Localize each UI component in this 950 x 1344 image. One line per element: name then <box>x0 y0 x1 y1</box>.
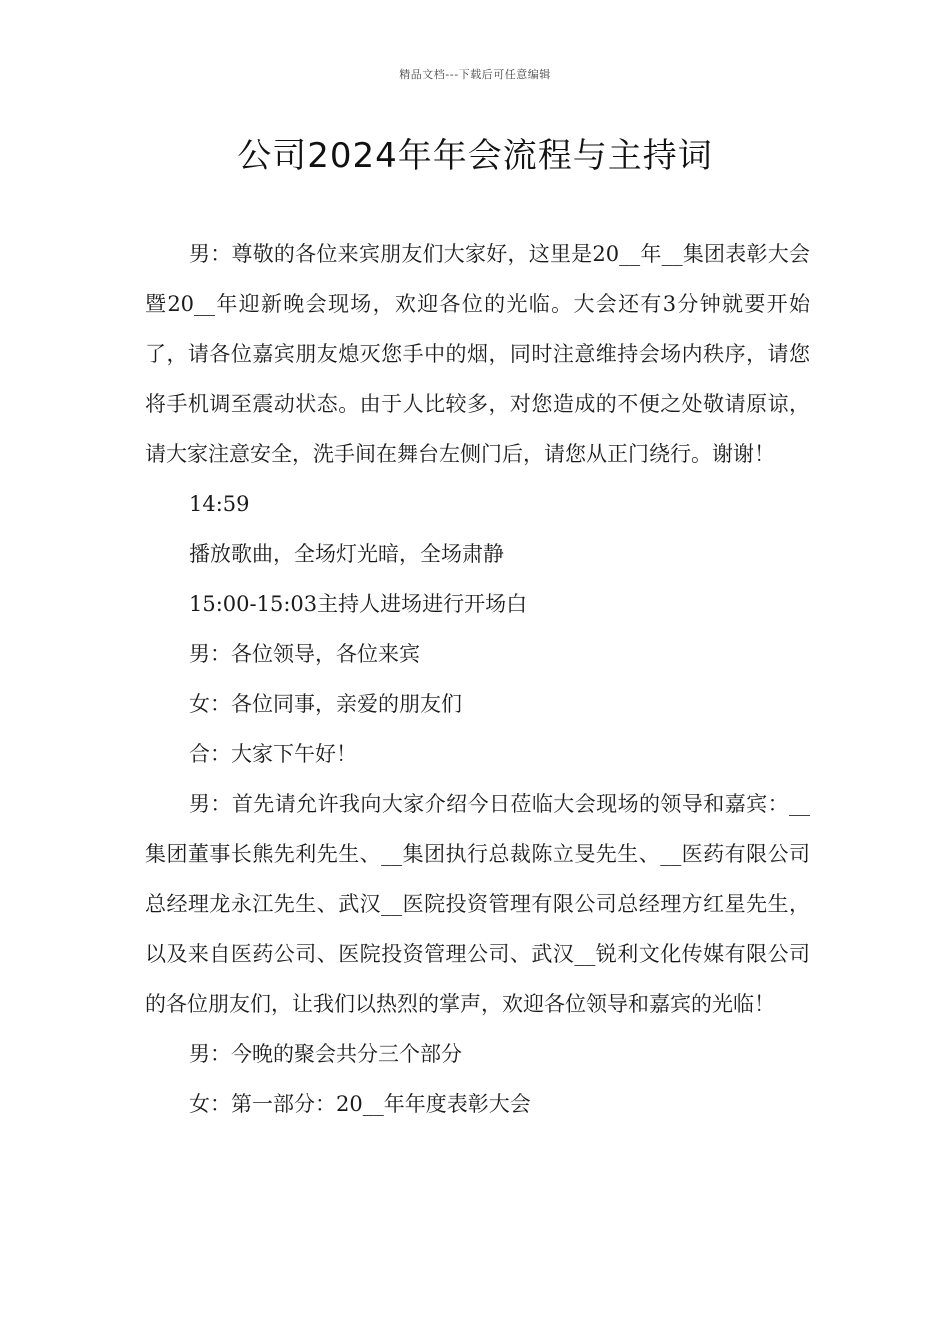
paragraph-male-greeting: 男：各位领导，各位来宾 <box>189 642 420 666</box>
paragraph-opening-announcement: 男：尊敬的各位来宾朋友们大家好，这里是20__年__集团表彰大会暨20__年迎新晚会现场，欢迎各位的光临。大会还有3分钟就要开始了，请各位嘉宾朋友熄灭您手中的烟，同时注意维持会场内秩序，请您将手机调至震动状态。由于人比较多，对您造成的不便之处敬请原谅，请大家注意安全，洗手间在舞台左侧门后，请您从正门绕行。谢谢！ <box>145 242 810 466</box>
paragraph-part-one: 女：第一部分：20__年年度表彰大会 <box>189 1092 531 1116</box>
document-body <box>145 229 810 1129</box>
paragraph-three-parts: 男：今晚的聚会共分三个部分 <box>189 1042 462 1066</box>
header-note: 精品文档---下载后可任意编辑 <box>399 68 551 81</box>
paragraph-joint-greeting: 合：大家下午好！ <box>189 742 357 766</box>
paragraph-female-greeting: 女：各位同事，亲爱的朋友们 <box>189 692 462 716</box>
paragraph-guest-introduction: 男：首先请允许我向大家介绍今日莅临大会现场的领导和嘉宾：__集团董事长熊先利先生、__集团执行总裁陈立旻先生、__医药有限公司总经理龙永江先生、武汉__医院投资管理有限公司总经理方红星先生，以及来自医药公司、医院投资管理公司、武汉__锐利文化传媒有限公司的各位朋友们，让我们以热烈的掌声，欢迎各位领导和嘉宾的光临！ <box>145 792 810 1016</box>
paragraph-time-1459: 14:59 <box>189 492 250 516</box>
paragraph-host-entrance: 15:00-15:03主持人进场进行开场白 <box>189 592 528 616</box>
paragraph-music-cue: 播放歌曲，全场灯光暗，全场肃静 <box>189 542 504 566</box>
document-title: 公司2024年年会流程与主持词 <box>237 136 713 176</box>
